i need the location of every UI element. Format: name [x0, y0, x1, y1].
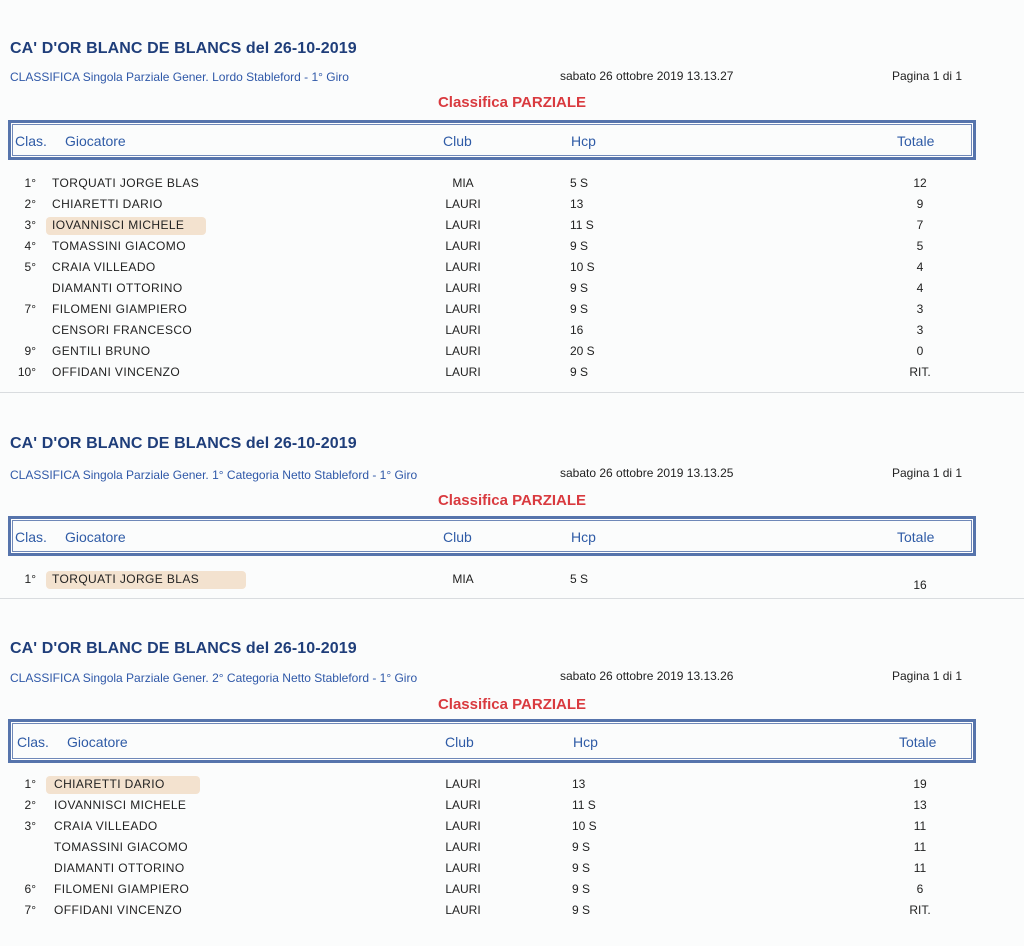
row-totale: 11: [913, 819, 927, 833]
row-position: 10°: [17, 365, 36, 379]
classifica-heading: Classifica PARZIALE: [437, 94, 587, 111]
col-hcp: Hcp: [571, 133, 596, 149]
row-position: 3°: [24, 819, 36, 833]
row-player: FILOMENI GIAMPIERO: [54, 882, 190, 896]
col-giocatore: Giocatore: [65, 133, 126, 149]
row-player: CHIARETTI DARIO: [54, 777, 165, 791]
row-player: OFFIDANI VINCENZO: [52, 365, 181, 379]
row-hcp: 11 S: [572, 798, 596, 812]
row-position: 5°: [24, 260, 36, 274]
row-hcp: 9 S: [572, 861, 591, 875]
table-row: [0, 880, 1024, 900]
section-divider: [0, 598, 1024, 599]
row-totale: 19: [913, 777, 927, 791]
row-player: TORQUATI JORGE BLAS: [52, 572, 200, 586]
col-club: Club: [445, 734, 474, 750]
row-totale: 12: [913, 176, 927, 190]
row-club: LAURI: [445, 281, 481, 295]
col-totale: Totale: [897, 133, 935, 149]
row-totale: RIT.: [909, 365, 931, 379]
table-row: [0, 300, 1024, 320]
row-totale: 11: [913, 861, 927, 875]
col-club: Club: [443, 529, 472, 545]
row-club: LAURI: [445, 197, 481, 211]
table-row: [0, 796, 1024, 816]
row-club: LAURI: [445, 882, 481, 896]
row-hcp: 9 S: [570, 302, 589, 316]
row-totale: 0: [916, 344, 924, 358]
table-row: [0, 195, 1024, 215]
row-totale: 6: [916, 882, 924, 896]
row-position: 1°: [24, 777, 36, 791]
row-club: LAURI: [445, 323, 481, 337]
ranking-subtitle: CLASSIFICA Singola Parziale Gener. 2° Categoria Netto Stableford - 1° Giro: [10, 671, 418, 685]
row-totale: 3: [916, 323, 924, 337]
row-hcp: 13: [572, 777, 586, 791]
row-hcp: 9 S: [572, 882, 591, 896]
row-player: TOMASSINI GIACOMO: [52, 239, 186, 253]
col-totale: Totale: [897, 529, 935, 545]
row-club: LAURI: [445, 840, 481, 854]
row-totale: 3: [916, 302, 924, 316]
row-club: LAURI: [445, 218, 481, 232]
row-hcp: 9 S: [570, 239, 589, 253]
row-player: TOMASSINI GIACOMO: [54, 840, 188, 854]
row-totale: 7: [916, 218, 924, 232]
ranking-subtitle: CLASSIFICA Singola Parziale Gener. 1° Categoria Netto Stableford - 1° Giro: [10, 468, 418, 482]
row-player: CHIARETTI DARIO: [52, 197, 163, 211]
col-hcp: Hcp: [573, 734, 598, 750]
classifica-heading: Classifica PARZIALE: [437, 492, 587, 509]
row-hcp: 10 S: [570, 260, 595, 274]
table-row: [0, 258, 1024, 278]
table-header: [8, 120, 976, 160]
row-hcp: 10 S: [572, 819, 597, 833]
row-totale: 5: [916, 239, 924, 253]
col-clas: Clas.: [17, 734, 49, 750]
row-hcp: 11 S: [570, 218, 594, 232]
row-position: 3°: [24, 218, 36, 232]
row-hcp: 9 S: [572, 903, 591, 917]
col-clas: Clas.: [15, 133, 47, 149]
row-totale: 13: [913, 798, 927, 812]
row-position: 6°: [24, 882, 36, 896]
print-date: sabato 26 ottobre 2019 13.13.25: [560, 466, 734, 480]
row-player: OFFIDANI VINCENZO: [54, 903, 183, 917]
col-giocatore: Giocatore: [65, 529, 126, 545]
row-club: LAURI: [445, 365, 481, 379]
section-divider: [0, 392, 1024, 393]
col-clas: Clas.: [15, 529, 47, 545]
row-hcp: 16: [570, 323, 584, 337]
classifica-heading: Classifica PARZIALE: [437, 696, 587, 713]
table-row: [0, 237, 1024, 257]
row-club: LAURI: [445, 344, 481, 358]
table-row: [0, 279, 1024, 299]
col-hcp: Hcp: [571, 529, 596, 545]
row-player: GENTILI BRUNO: [52, 344, 151, 358]
row-hcp: 5 S: [570, 176, 589, 190]
row-club: LAURI: [445, 798, 481, 812]
row-club: LAURI: [445, 777, 481, 791]
row-club: LAURI: [445, 903, 481, 917]
row-hcp: 9 S: [572, 840, 591, 854]
row-club: LAURI: [445, 239, 481, 253]
row-club: LAURI: [445, 302, 481, 316]
row-totale: 9: [916, 197, 924, 211]
row-player: DIAMANTI OTTORINO: [54, 861, 185, 875]
row-player: CRAIA VILLEADO: [54, 819, 158, 833]
row-totale: RIT.: [909, 903, 931, 917]
row-club: LAURI: [445, 819, 481, 833]
table-row: [0, 775, 1024, 795]
row-position: 1°: [24, 572, 36, 586]
event-title: CA' D'OR BLANC DE BLANCS del 26-10-2019: [10, 435, 357, 452]
event-title: CA' D'OR BLANC DE BLANCS del 26-10-2019: [10, 40, 357, 57]
table-row: [0, 321, 1024, 341]
row-position: 2°: [24, 197, 36, 211]
print-date: sabato 26 ottobre 2019 13.13.27: [560, 69, 734, 83]
row-position: 7°: [24, 903, 36, 917]
row-player: IOVANNISCI MICHELE: [52, 218, 185, 232]
table-header: [8, 516, 976, 556]
table-row: [0, 859, 1024, 879]
row-hcp: 9 S: [570, 281, 589, 295]
row-position: 2°: [24, 798, 36, 812]
table-row: [0, 174, 1024, 194]
row-player: FILOMENI GIAMPIERO: [52, 302, 188, 316]
ranking-subtitle: CLASSIFICA Singola Parziale Gener. Lordo Stableford - 1° Giro: [10, 70, 349, 84]
row-hcp: 9 S: [570, 365, 589, 379]
row-player: DIAMANTI OTTORINO: [52, 281, 183, 295]
row-hcp: 20 S: [570, 344, 595, 358]
row-player: TORQUATI JORGE BLAS: [52, 176, 200, 190]
table-header: [8, 719, 976, 763]
row-player: CENSORI FRANCESCO: [52, 323, 193, 337]
row-player: IOVANNISCI MICHELE: [54, 798, 187, 812]
row-club: MIA: [452, 176, 474, 190]
table-row: [0, 363, 1024, 383]
row-totale: 4: [916, 260, 924, 274]
row-player: CRAIA VILLEADO: [52, 260, 156, 274]
table-row: [0, 216, 1024, 236]
print-date: sabato 26 ottobre 2019 13.13.26: [560, 669, 734, 683]
row-position: 9°: [24, 344, 36, 358]
row-hcp: 13: [570, 197, 584, 211]
page-indicator: Pagina 1 di 1: [892, 466, 963, 480]
row-club: LAURI: [445, 260, 481, 274]
row-totale: 4: [916, 281, 924, 295]
table-row: [0, 342, 1024, 362]
row-club: MIA: [452, 572, 474, 586]
row-position: 4°: [24, 239, 36, 253]
row-totale: 11: [913, 840, 927, 854]
col-totale: Totale: [899, 734, 937, 750]
page-indicator: Pagina 1 di 1: [892, 669, 963, 683]
table-row: [0, 838, 1024, 858]
row-totale: 16: [913, 578, 927, 592]
col-giocatore: Giocatore: [67, 734, 128, 750]
event-title: CA' D'OR BLANC DE BLANCS del 26-10-2019: [10, 640, 357, 657]
col-club: Club: [443, 133, 472, 149]
table-row: [0, 817, 1024, 837]
row-position: 1°: [24, 176, 36, 190]
row-position: 7°: [24, 302, 36, 316]
page-indicator: Pagina 1 di 1: [892, 69, 963, 83]
row-club: LAURI: [445, 861, 481, 875]
table-row: [0, 570, 1024, 590]
table-row: [0, 901, 1024, 921]
row-hcp: 5 S: [570, 572, 589, 586]
